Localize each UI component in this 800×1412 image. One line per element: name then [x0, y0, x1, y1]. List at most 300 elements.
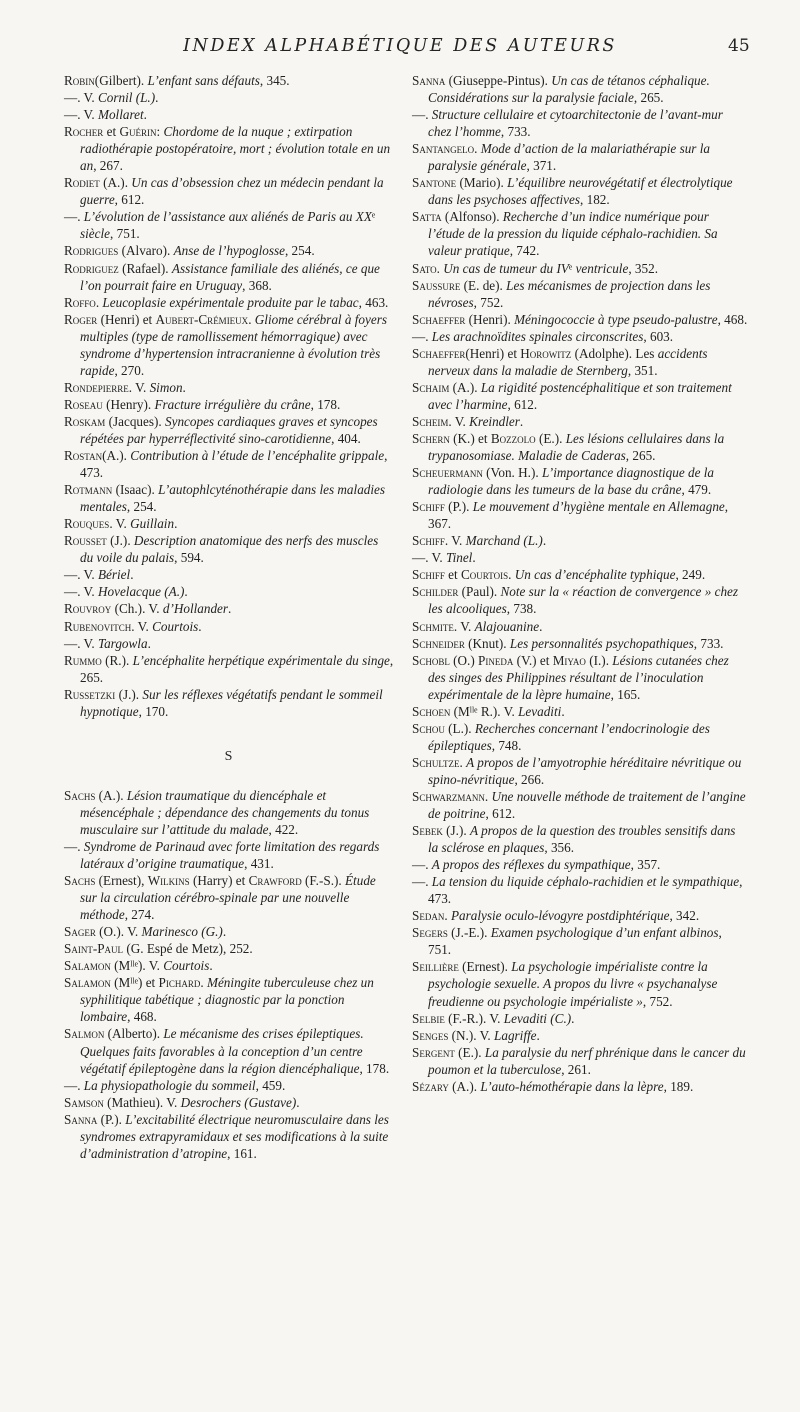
entry-text: (K.) et	[449, 430, 491, 446]
author-name: Schaeffer	[412, 311, 466, 327]
entry-text: (F.-R.). V.	[444, 1010, 504, 1026]
entry-title: L’autophlcyténothérapie dans les maladies mentales	[80, 482, 386, 515]
index-entry	[64, 379, 394, 396]
left-index-column	[64, 72, 394, 1162]
entry-text: .	[95, 294, 103, 310]
index-entry	[412, 856, 748, 873]
entry-text: , 178.	[359, 1060, 390, 1076]
entry-title: Un cas d’encéphalite typhique	[514, 567, 676, 583]
entry-text: .	[571, 1010, 575, 1026]
entry-text: .	[561, 703, 565, 719]
entry-text: , 612.	[507, 396, 538, 412]
entry-text: .	[182, 379, 186, 395]
entry-text: (O.). V.	[95, 924, 142, 940]
index-entry	[64, 686, 394, 720]
index-entry	[412, 208, 748, 259]
index-entry	[64, 447, 394, 481]
entry-text: , 274.	[124, 907, 155, 923]
author-name: Schaeffer	[412, 345, 466, 361]
entry-title: ventricule	[575, 260, 629, 276]
entry-title: La paralysie du nerf phrénique dans le cancer du poumon et la tuberculose	[428, 1044, 746, 1077]
entry-text: .	[474, 141, 481, 157]
entry-title: Syncopes cardiaques graves et syncopes répétées par hyperréflectivité sino-carotidienne	[80, 413, 378, 446]
entry-title: siècle	[80, 226, 111, 242]
entry-text: (Henri) et	[465, 345, 521, 361]
entry-text: (J.).	[442, 823, 470, 839]
author-name: Roffo	[64, 294, 96, 310]
index-entry	[412, 583, 748, 617]
author-name: Salmon	[64, 1026, 105, 1042]
entry-text: (Alfonso).	[441, 209, 503, 225]
entry-title: Guillain	[130, 516, 175, 532]
index-entry	[64, 106, 394, 123]
entry-title: Levaditi (C.)	[503, 1010, 572, 1026]
entry-text: .	[484, 788, 492, 804]
entry-text: , 751.	[428, 925, 722, 958]
entry-text: , 431.	[244, 856, 274, 872]
author-name: Schaim	[412, 379, 450, 395]
entry-text: (A.).	[99, 175, 132, 191]
page-number: 45	[728, 36, 750, 56]
entry-title: Syndrome de Parinaud avec forte limitation des regards latéraux d’origine traumatique	[80, 838, 380, 872]
author-name: Salamon	[64, 975, 111, 991]
entry-text: (R.).	[101, 652, 133, 668]
entry-title: Marchand (L.)	[465, 533, 543, 549]
entry-text: —.	[412, 328, 432, 344]
index-entry	[412, 430, 748, 464]
entry-text: , 357.	[630, 857, 661, 873]
index-entry	[412, 1027, 748, 1044]
entry-text: (A.).	[102, 448, 131, 464]
entry-text: , 367.	[428, 499, 729, 532]
index-entry	[412, 72, 748, 106]
index-entry	[64, 532, 394, 566]
entry-text: (Henry).	[102, 396, 155, 412]
index-entry	[64, 838, 394, 872]
entry-text: (Ernest).	[458, 959, 512, 975]
entry-text: , 265.	[80, 652, 394, 685]
entry-text: , 254.	[284, 243, 315, 259]
entry-text: , 612.	[485, 806, 516, 822]
entry-text: (Mˡˡᵉ R.). V.	[450, 703, 519, 719]
entry-title: Les mécanismes de projection dans les névroses	[428, 277, 711, 310]
entry-text: , 473.	[428, 874, 743, 907]
index-entry	[64, 583, 394, 600]
author-name: Schobl	[412, 652, 450, 668]
entry-title: Note sur la « réaction de convergence » chez les alcooliques	[428, 584, 739, 617]
entry-text: S	[224, 748, 234, 764]
entry-title: L’auto-hémothérapie dans la lèpre	[480, 1078, 664, 1094]
index-entry	[64, 89, 394, 106]
entry-text: , 748.	[491, 737, 522, 753]
entry-text: .	[147, 635, 151, 651]
entry-title: Anse de l’hypoglosse	[173, 243, 285, 259]
index-entry	[412, 379, 748, 413]
author-name: Sergent	[412, 1044, 455, 1060]
entry-title: Leucoplasie expérimentale produite par le tabac	[102, 294, 359, 310]
index-entry	[412, 635, 748, 652]
entry-title: Lésions cutanées chez des singes des Philippines résultant de l’inoculation expérimentale de la lèpre humaine	[428, 652, 729, 702]
entry-text: —. V.	[64, 107, 98, 123]
entry-text: , 612.	[114, 192, 145, 208]
entry-title: La rigidité postencéphalitique et son traitement avec l’harmine	[428, 379, 732, 412]
index-entry	[64, 481, 394, 515]
entry-text: , 603.	[643, 328, 674, 344]
author-name: Rodiet	[64, 175, 100, 191]
entry-title: Hovelacque (A.)	[97, 584, 185, 600]
author-name: Rummo	[64, 652, 102, 668]
entry-title: Courtois	[163, 958, 210, 974]
entry-text: , 468.	[717, 311, 748, 327]
index-entry	[412, 174, 748, 208]
author-name: Schiff	[412, 533, 445, 549]
entry-title: Un cas d’obsession chez un médecin pendant la guerre	[80, 175, 384, 208]
entry-text: (Ch.). V.	[111, 601, 163, 617]
index-entry	[412, 328, 748, 345]
entry-title: Les personnalités psychopathiques	[509, 635, 694, 651]
index-entry	[412, 140, 748, 174]
index-entry	[412, 720, 748, 754]
index-entry	[412, 873, 748, 907]
entry-text: (Alberto).	[104, 1026, 164, 1042]
entry-text: , 751.	[110, 226, 140, 242]
index-entry	[412, 413, 748, 430]
entry-text: , 351.	[627, 362, 658, 378]
index-entry	[64, 72, 394, 89]
entry-text: (J.).	[106, 533, 134, 549]
index-entry	[412, 311, 748, 328]
entry-text: . V.	[453, 618, 475, 634]
entry-title: L’équilibre neurovégétatif et électrolytique dans les psychoses affectives	[428, 175, 733, 208]
entry-text: , 161.	[227, 1145, 257, 1161]
entry-text: . V.	[131, 618, 153, 634]
author-name: Scheuermann	[412, 465, 483, 481]
entry-text: (V.) et	[513, 652, 553, 668]
entry-title: L’évolution de l’assistance aux aliénés de Paris au XX	[83, 209, 372, 225]
entry-text: —.	[412, 857, 432, 873]
entry-text: (Alvaro).	[118, 243, 174, 259]
entry-text: (P.).	[97, 1111, 126, 1127]
entry-text: (F.-S.).	[301, 873, 345, 889]
author-name: Sachs	[64, 873, 96, 889]
author-name: Rubenovitch	[64, 618, 132, 634]
index-entry	[412, 566, 748, 583]
index-entry	[412, 822, 748, 856]
author-name: Sanna	[64, 1111, 98, 1127]
entry-text: , 170.	[138, 703, 169, 719]
entry-title: Recherches concernant l’endocrinologie des épileptiques	[428, 720, 710, 753]
entry-text: , 189.	[663, 1078, 694, 1094]
index-entry	[64, 311, 394, 379]
entry-text: .	[222, 924, 227, 940]
author-name: Schwarzmann	[412, 788, 485, 804]
entry-text: —. V.	[64, 635, 98, 651]
entry-text: et	[103, 124, 120, 140]
index-entry	[64, 260, 394, 294]
index-entry	[64, 1111, 394, 1162]
entry-text: , 594.	[174, 550, 204, 566]
entry-title: Contribution à l’étude de l’encéphalite grippale	[130, 448, 385, 464]
entry-text: (I.).	[585, 652, 613, 668]
author-name: Salamon	[64, 958, 111, 974]
index-entry	[412, 754, 748, 788]
entry-text: (E.).	[454, 1044, 485, 1060]
author-name: Rodrigues	[64, 243, 119, 259]
entry-text: , 267.	[93, 158, 123, 174]
entry-text: (G. Espé de Metz), 252.	[123, 941, 253, 957]
entry-text: et	[444, 567, 461, 583]
entry-text: (J.-E.).	[447, 925, 491, 941]
entry-text: , 733.	[500, 124, 531, 140]
entry-text: , 752.	[473, 294, 504, 310]
index-entry	[64, 787, 394, 838]
entry-title: Les arachnoïdites spinales circonscrites	[431, 328, 644, 344]
entry-text: , 345.	[259, 73, 290, 88]
index-entry	[64, 923, 394, 940]
entry-title: Un cas de tétanos céphalique. Considérations sur la paralysie faciale	[428, 73, 710, 106]
entry-text: , 265.	[633, 90, 664, 106]
entry-text: (N.). V.	[448, 1027, 495, 1043]
author-name: Rodriguez	[64, 260, 119, 276]
author-name: Selbie	[412, 1010, 445, 1026]
entry-text: , 265.	[625, 448, 656, 464]
entry-title: Mollaret	[97, 107, 144, 123]
entry-title: Bériel	[97, 567, 131, 583]
entry-title: Sur les réflexes végétatifs pendant le sommeil hypnotique	[80, 686, 383, 719]
entry-text: (A.).	[448, 1078, 481, 1094]
entry-text: , 738.	[506, 601, 537, 617]
index-entry	[412, 1044, 748, 1078]
entry-text: (Von. H.).	[482, 465, 542, 481]
entry-text: (P.).	[444, 499, 473, 515]
index-entry	[412, 464, 748, 498]
entry-text: (Paul).	[458, 584, 501, 600]
index-entry	[412, 703, 748, 720]
index-entry	[412, 549, 748, 566]
entry-text: .	[174, 516, 178, 532]
entry-text: (Henri).	[465, 311, 515, 327]
entry-text: (Isaac).	[112, 482, 159, 498]
entry-title: Étude sur la circulation cérébro-spinale par une nouvelle méthode	[80, 873, 376, 923]
author-name: Schoen	[412, 703, 451, 719]
author-name: Santone	[412, 175, 457, 191]
index-entry	[64, 294, 394, 311]
entry-text: , 368.	[242, 277, 272, 293]
entry-title: Gliome cérébral à foyers multiples (type de ramollissement hémorragique) avec syndrome d’hypertension intracranienne à évolution très rapide	[80, 311, 387, 378]
author-name: Russetzki	[64, 686, 116, 702]
entry-text: —. V.	[64, 584, 98, 600]
author-name: Rondepierre	[64, 379, 129, 395]
index-entry	[412, 788, 748, 822]
index-entry	[64, 940, 394, 957]
entry-title: L’excitabilité électrique neuromusculaire dans les syndromes extrapyramidaux et ses modifications à la suite d’administration d’atropine	[80, 1111, 389, 1161]
author-name: Pineda	[478, 652, 514, 668]
entry-text: , 733.	[693, 635, 724, 651]
author-name: Roskam	[64, 413, 106, 429]
entry-text: (Giuseppe-Pintus).	[445, 73, 552, 88]
author-name: Schern	[412, 430, 450, 446]
index-entry	[64, 618, 394, 635]
index-entry	[412, 958, 748, 1009]
author-name: Schou	[412, 720, 445, 736]
entry-title: Simon	[149, 379, 183, 395]
entry-text: —. V.	[412, 550, 446, 566]
entry-text: . V.	[109, 516, 131, 532]
entry-title: Lagriffe	[494, 1027, 537, 1043]
entry-title: Kreindler	[469, 413, 520, 429]
entry-text: .	[444, 908, 451, 924]
author-name: Horowitz	[520, 345, 572, 361]
entry-title: Recherche d’un indice numérique pour l’étude de la pression du liquide céphalo-rachidien. Sa valeur pratique	[428, 209, 718, 259]
entry-text: —. V.	[64, 90, 98, 106]
entry-text: (Mathieu). V.	[103, 1094, 181, 1110]
entry-text: , 459.	[255, 1077, 286, 1093]
author-name: Wilkins	[147, 873, 190, 889]
entry-title: Cornil (L.)	[97, 90, 156, 106]
entry-text: —.	[64, 838, 84, 854]
index-entry	[64, 123, 394, 174]
entry-text: , 254.	[126, 499, 157, 515]
entry-text: .	[198, 618, 202, 634]
index-entry	[412, 1078, 748, 1095]
entry-text: (L.).	[444, 720, 475, 736]
entry-text: —.	[64, 209, 84, 225]
entry-text: , 422.	[268, 821, 299, 837]
index-entry	[64, 413, 394, 447]
author-name: Rouques	[64, 516, 110, 532]
author-name: Seillière	[412, 959, 459, 975]
index-entry	[64, 1094, 394, 1111]
entry-text: , 342.	[669, 908, 700, 924]
author-name: Sato	[412, 260, 437, 276]
entry-text: , 270.	[114, 362, 145, 378]
section-letter	[64, 748, 394, 765]
entry-title: La psychologie impérialiste contre la psychologie sexuelle. A propos du livre « psychanalyse freudienne ou psychologie impérialiste »	[428, 959, 718, 1009]
author-name: Courtois	[460, 567, 509, 583]
entry-text: .	[228, 601, 232, 617]
entry-text: , 178.	[310, 396, 341, 412]
entry-text: . V.	[444, 533, 466, 549]
author-name: Schneider	[412, 635, 465, 651]
index-entry	[64, 974, 394, 1025]
entry-title: A propos de la question des troubles sensitifs dans la sclérose en plaques	[428, 823, 736, 856]
entry-text: (A.).	[95, 787, 127, 803]
author-name: Schiff	[412, 567, 445, 583]
entry-title: Une nouvelle méthode de traitement de l’angine de poitrine	[428, 788, 746, 822]
author-name: Segers	[412, 925, 448, 941]
index-entry	[412, 498, 748, 532]
index-entry	[64, 957, 394, 974]
index-entry	[64, 1077, 394, 1094]
entry-text: , 249.	[675, 567, 706, 583]
entry-title: La tension du liquide céphalo-rachidien et le sympathique	[431, 874, 740, 890]
entry-title: Description anatomique des nerfs des muscles du voile du palais	[80, 533, 379, 566]
author-name: Bozzolo	[490, 430, 536, 446]
author-name: Schilder	[412, 584, 459, 600]
author-name: Samson	[64, 1094, 104, 1110]
index-entry	[412, 277, 748, 311]
author-name: Rostan	[64, 448, 103, 464]
entry-text: —.	[412, 874, 432, 890]
index-entry	[412, 260, 748, 277]
entry-title: Structure cellulaire et cytoarchitectonie de l’avant-mur chez l’homme	[428, 107, 723, 140]
entry-title: Paralysie oculo-lévogyre postdiphtérique	[450, 908, 670, 924]
author-name: Sézary	[412, 1078, 449, 1094]
entry-text: .	[536, 1027, 540, 1043]
author-name: Rouvroy	[64, 601, 112, 617]
author-name: Robin	[64, 73, 95, 88]
entry-text: .	[248, 311, 255, 327]
entry-text: , 479.	[681, 482, 712, 498]
index-entry	[64, 174, 394, 208]
index-entry	[412, 618, 748, 635]
entry-text: (Mario).	[456, 175, 508, 191]
entry-text: (A.).	[449, 379, 481, 395]
author-name: Sanna	[412, 73, 446, 88]
entry-text: (Jacques).	[105, 413, 165, 429]
entry-text: .	[130, 567, 134, 583]
index-entry	[412, 907, 748, 924]
entry-title: Desrochers (Gustave)	[180, 1094, 297, 1110]
entry-text: ᵉ	[568, 260, 576, 276]
entry-text: . V.	[448, 413, 470, 429]
author-name: Aubert-Crémieux	[155, 311, 249, 327]
entry-text: , 356.	[544, 840, 575, 856]
entry-title: Le mouvement d’hygiène mentale en Allemagne	[472, 499, 725, 515]
index-entry	[412, 106, 748, 140]
author-name: Roger	[64, 311, 98, 327]
entry-title: A propos de l’amyotrophie héréditaire névritique ou spino-névritique	[428, 754, 742, 787]
entry-text: .	[296, 1094, 300, 1110]
author-name: Sebek	[412, 823, 443, 839]
author-name: Sedan	[412, 908, 445, 924]
entry-text: , 404.	[331, 430, 361, 446]
entry-title: d’Hollander	[162, 601, 229, 617]
entry-text: (Knut).	[464, 635, 510, 651]
entry-text: , 261.	[561, 1061, 591, 1077]
author-name: Sager	[64, 924, 96, 940]
entry-title: Méningococcie à type pseudo-palustre	[514, 311, 718, 327]
entry-title: Targowla	[97, 635, 148, 651]
entry-title: accidents nerveux dans la maladie de Sternberg	[428, 345, 708, 378]
entry-text: ᵉ	[371, 209, 376, 225]
entry-text: (E. de).	[460, 277, 507, 293]
entry-text: .	[155, 90, 159, 106]
entry-text: —. V.	[64, 567, 98, 583]
index-entry	[412, 652, 748, 703]
entry-text: .	[519, 413, 524, 429]
entry-text: , 468.	[127, 1009, 157, 1025]
entry-title: Les lésions cellulaires dans la trypanosomiase. Maladie de Caderas	[428, 430, 725, 464]
index-entry	[64, 396, 394, 413]
author-name: Satta	[412, 209, 442, 225]
index-entry	[64, 242, 394, 259]
entry-text: .	[472, 550, 476, 566]
entry-text: .	[508, 567, 515, 583]
entry-text: —.	[412, 107, 432, 123]
index-entry	[64, 872, 394, 923]
author-name: Senges	[412, 1027, 449, 1043]
entry-text: , 165.	[610, 686, 641, 702]
index-entry	[64, 635, 394, 652]
entry-text: .	[209, 958, 213, 974]
index-entry	[412, 532, 748, 549]
index-entry	[64, 1025, 394, 1076]
entry-text: .	[436, 260, 444, 276]
author-name: Saint-Paul	[64, 941, 124, 957]
entry-text: , 473.	[80, 448, 388, 481]
author-name: Schiff	[412, 499, 445, 515]
